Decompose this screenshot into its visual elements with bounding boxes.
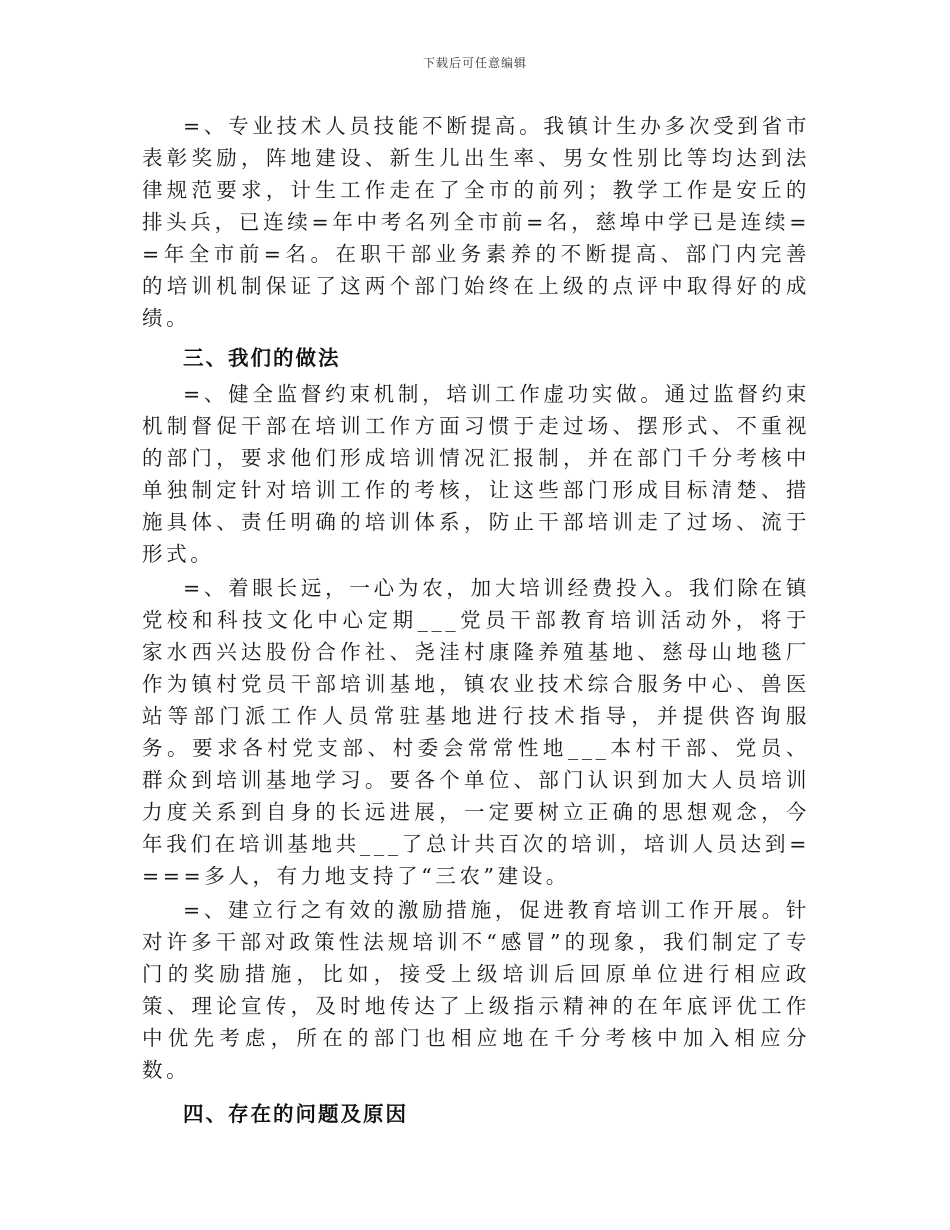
header-note: 下载后可任意编辑 <box>422 56 527 70</box>
document-body <box>142 110 810 1130</box>
paragraph-training-investment: =、着眼长远，一心为农，加大培训经费投入。我们除在镇党校和科技文化中心定期___党员干部教育培训活动外，将于家水西兴达股份合作社、尧洼村康隆养殖基地、慈母山地毯厂作为镇村党员干部培训基地，镇农业技术综合服务中心、兽医站等部门派工作人员常驻基地进行技术指导，并提供咨询服务。要求各村党支部、村委会常常性地___本村干部、党员、群众到培训基地学习。要各个单位、部门认识到加大人员培训力度关系到自身的长远进展，一定要树立正确的思想观念，今年我们在培训基地共___了总计共百次的培训，培训人员达到====多人，有力地支持了“三农”建设。 <box>142 576 810 888</box>
paragraph-supervision-mechanism: =、健全监督约束机制，培训工作虚功实做。通过监督约束机制督促干部在培训工作方面习惯于走过场、摆形式、不重视的部门，要求他们形成培训情况汇报制，并在部门千分考核中单独制定针对培训工作的考核，让这些部门形成目标清楚、措施具体、责任明确的培训体系，防止干部培训走了过场、流于形式。 <box>142 382 810 566</box>
paragraph-incentive-measures: =、建立行之有效的激励措施，促进教育培训工作开展。针对许多干部对政策性法规培训不“感冒”的现象，我们制定了专门的奖励措施，比如，接受上级培训后回原单位进行相应政策、理论宣传，及时地传达了上级指示精神的在年底评优工作中优先考虑，所在的部门也相应地在千分考核中加入相应分数。 <box>142 898 810 1082</box>
paragraph-skills-improvement: =、专业技术人员技能不断提高。我镇计生办多次受到省市表彰奖励，阵地建设、新生儿出生率、男女性别比等均达到法律规范要求，计生工作走在了全市的前列；教学工作是安丘的排头兵，已连续=年中考名列全市前=名，慈埠中学已是连续==年全市前=名。在职干部业务素养的不断提高、部门内完善的培训机制保证了这两个部门始终在上级的点评中取得好的成绩。 <box>142 114 810 330</box>
section-heading-our-approach: 三、我们的做法 <box>183 346 341 370</box>
section-heading-problems-causes: 四、存在的问题及原因 <box>183 1102 408 1126</box>
